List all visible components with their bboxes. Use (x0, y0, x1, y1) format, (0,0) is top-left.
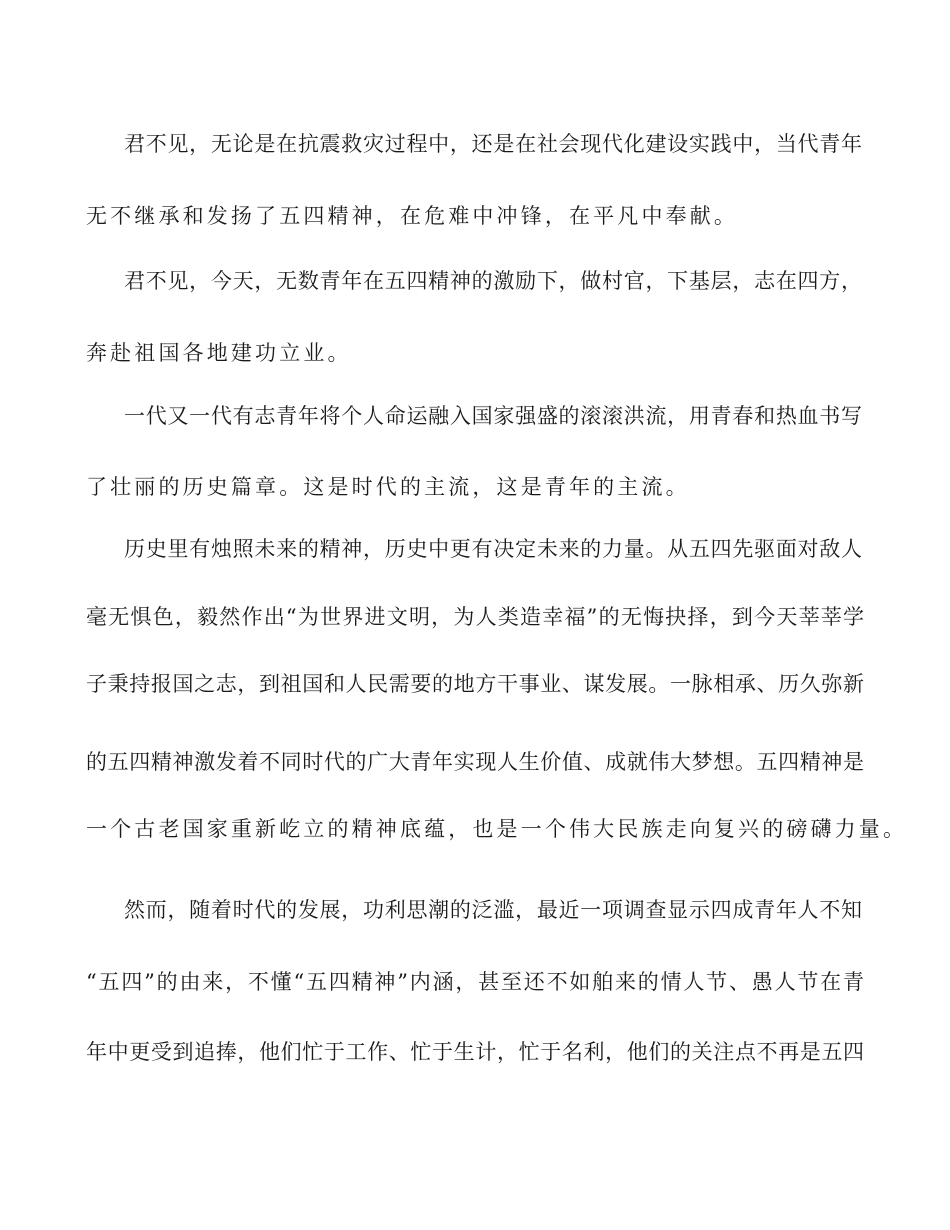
paragraph-4-line-2 (0, 597, 950, 637)
paragraph-1-line-1 (0, 124, 950, 164)
text-line: 的五四精神激发着不同时代的广大青年实现人生价值、成就伟大梦想。五四精神是 (86, 750, 864, 774)
text-line: 毫无惧色，毅然作出“为世界进文明，为人类造幸福”的无悔抉择，到今天莘莘学 (86, 605, 864, 629)
text-line: 子秉持报国之志，到祖国和人民需要的地方干事业、谋发展。一脉相承、历久弥新 (86, 672, 864, 696)
text-line: 君不见，今天，无数青年在五四精神的激励下，做村官，下基层，志在四方， (124, 269, 862, 293)
text-line: “五四”的由来，不懂“五四精神”内涵，甚至还不如舶来的情人节、愚人节在青 (86, 970, 864, 994)
text-line: 无不继承和发扬了五四精神，在危难中冲锋，在平凡中奉献。 (86, 204, 739, 228)
text-line: 君不见，无论是在抗震救灾过程中，还是在社会现代化建设实践中，当代青年 (124, 132, 862, 156)
paragraph-4-line-3 (0, 664, 950, 704)
paragraph-4-line-1 (0, 529, 950, 569)
paragraph-3-line-1 (0, 396, 950, 436)
text-line: 历史里有烛照未来的精神，历史中更有决定未来的力量。从五四先驱面对敌人 (124, 537, 862, 561)
text-line: 了壮丽的历史篇章。这是时代的主流，这是青年的主流。 (86, 475, 690, 499)
paragraph-2-line-2 (0, 333, 950, 373)
text-line: 然而，随着时代的发展，功利思潮的泛滥，最近一项调查显示四成青年人不知 (124, 898, 862, 922)
text-line: 一个古老国家重新屹立的精神底蕴，也是一个伟大民族走向复兴的磅礴力量。 (86, 817, 908, 841)
paragraph-2-line-1 (0, 261, 950, 301)
text-line: 年中更受到追捧，他们忙于工作、忙于生计，忙于名利，他们的关注点不再是五四 (86, 1040, 864, 1064)
paragraph-5-line-1 (0, 890, 950, 930)
paragraph-1-line-2 (0, 196, 950, 236)
paragraph-3-line-2 (0, 467, 950, 507)
paragraph-4-line-4 (0, 742, 950, 782)
paragraph-4-line-5 (0, 809, 950, 849)
paragraph-5-line-3 (0, 1032, 950, 1072)
text-line: 一代又一代有志青年将个人命运融入国家强盛的滚滚洪流，用青春和热血书写 (124, 404, 862, 428)
paragraph-5-line-2 (0, 962, 950, 1002)
text-line: 奔赴祖国各地建功立业。 (86, 341, 352, 365)
